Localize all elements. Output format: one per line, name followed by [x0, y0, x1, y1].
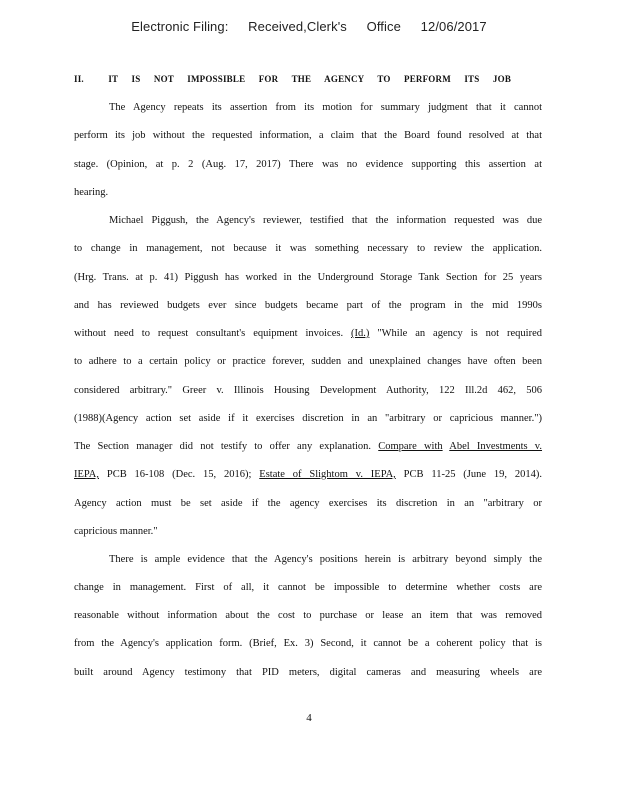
p1-line-3: stage. (Opinion, at p. 2 (Aug. 17, 2017) There was no evidence supporting this assertion at [74, 159, 542, 170]
p2-line-9 [74, 440, 542, 454]
iepa-case-party: IEPA, [74, 469, 99, 480]
page-number: 4 [306, 712, 312, 724]
p3-line-2: change in management. First of all, it cannot be impossible to determine whether costs are [74, 582, 542, 593]
p3-line-4: from the Agency's application form. (Brief, Ex. 3) Second, it cannot be a coherent policy that is [74, 638, 542, 649]
p2-line-9-text: The Section manager did not testify to offer any explanation. [74, 441, 372, 452]
p2-line-5-quote: "While an agency is not required [377, 328, 542, 339]
header-received: Received,Clerk's [248, 19, 347, 34]
compare-with-citation: Compare with [378, 441, 443, 452]
p3-line-3: reasonable without information about the cost to purchase or lease an item that was removed [74, 610, 542, 621]
slightom-case-name: Estate of Slightom v. IEPA, [259, 469, 396, 480]
p1-line-1: The Agency repeats its assertion from its motion for summary judgment that it cannot [109, 102, 542, 113]
id-citation: (Id.) [351, 328, 370, 339]
abel-case-name: Abel Investments v. [449, 441, 543, 452]
p2-line-5 [74, 327, 542, 341]
p1-line-4: hearing. [74, 187, 109, 198]
section-heading [74, 74, 511, 84]
section-number: II. [74, 74, 84, 84]
p2-line-4: and has reviewed budgets ever since budgets became part of the program in the mid 1990s [74, 300, 542, 311]
filing-header [0, 19, 618, 34]
p2-line-10 [74, 468, 542, 482]
slightom-case-cite: PCB 11-25 (June 19, 2014). [403, 469, 543, 480]
p2-line-11: Agency action must be set aside if the agency exercises its discretion in an "arbitrary or [74, 498, 542, 509]
p2-line-2: to change in management, not because it was something necessary to review the application. [74, 243, 542, 254]
p2-line-12: capricious manner." [74, 526, 158, 537]
header-date: 12/06/2017 [420, 19, 487, 34]
p2-line-7: considered arbitrary." Greer v. Illinois Housing Development Authority, 122 Ill.2d 462, 506 [74, 385, 542, 396]
header-filing: Electronic Filing: [131, 19, 229, 34]
abel-case-cite: PCB 16-108 (Dec. 15, 2016); [106, 469, 252, 480]
p2-line-1: Michael Piggush, the Agency's reviewer, testified that the information requested was due [109, 215, 542, 226]
section-title: IT IS NOT IMPOSSIBLE FOR THE AGENCY TO PERFORM ITS JOB [108, 74, 512, 84]
p2-line-3: (Hrg. Trans. at p. 41) Piggush has worked in the Underground Storage Tank Section for 25 years [74, 272, 542, 283]
p1-line-2: perform its job without the requested information, a claim that the Board found resolved at that [74, 130, 542, 141]
header-office: Office [366, 19, 401, 34]
p3-line-1: There is ample evidence that the Agency's positions herein is arbitrary beyond simply the [109, 554, 542, 565]
p3-line-5: built around Agency testimony that PID meters, digital cameras and measuring wheels are [74, 667, 542, 678]
p2-line-6: to adhere to a certain policy or practice forever, sudden and unexplained changes have often been [74, 356, 542, 367]
p2-line-8: (1988)(Agency action set aside if it exercises discretion in an "arbitrary or capricious manner.") [74, 413, 542, 424]
p2-line-5-text: without need to request consultant's equipment invoices. [74, 328, 344, 339]
